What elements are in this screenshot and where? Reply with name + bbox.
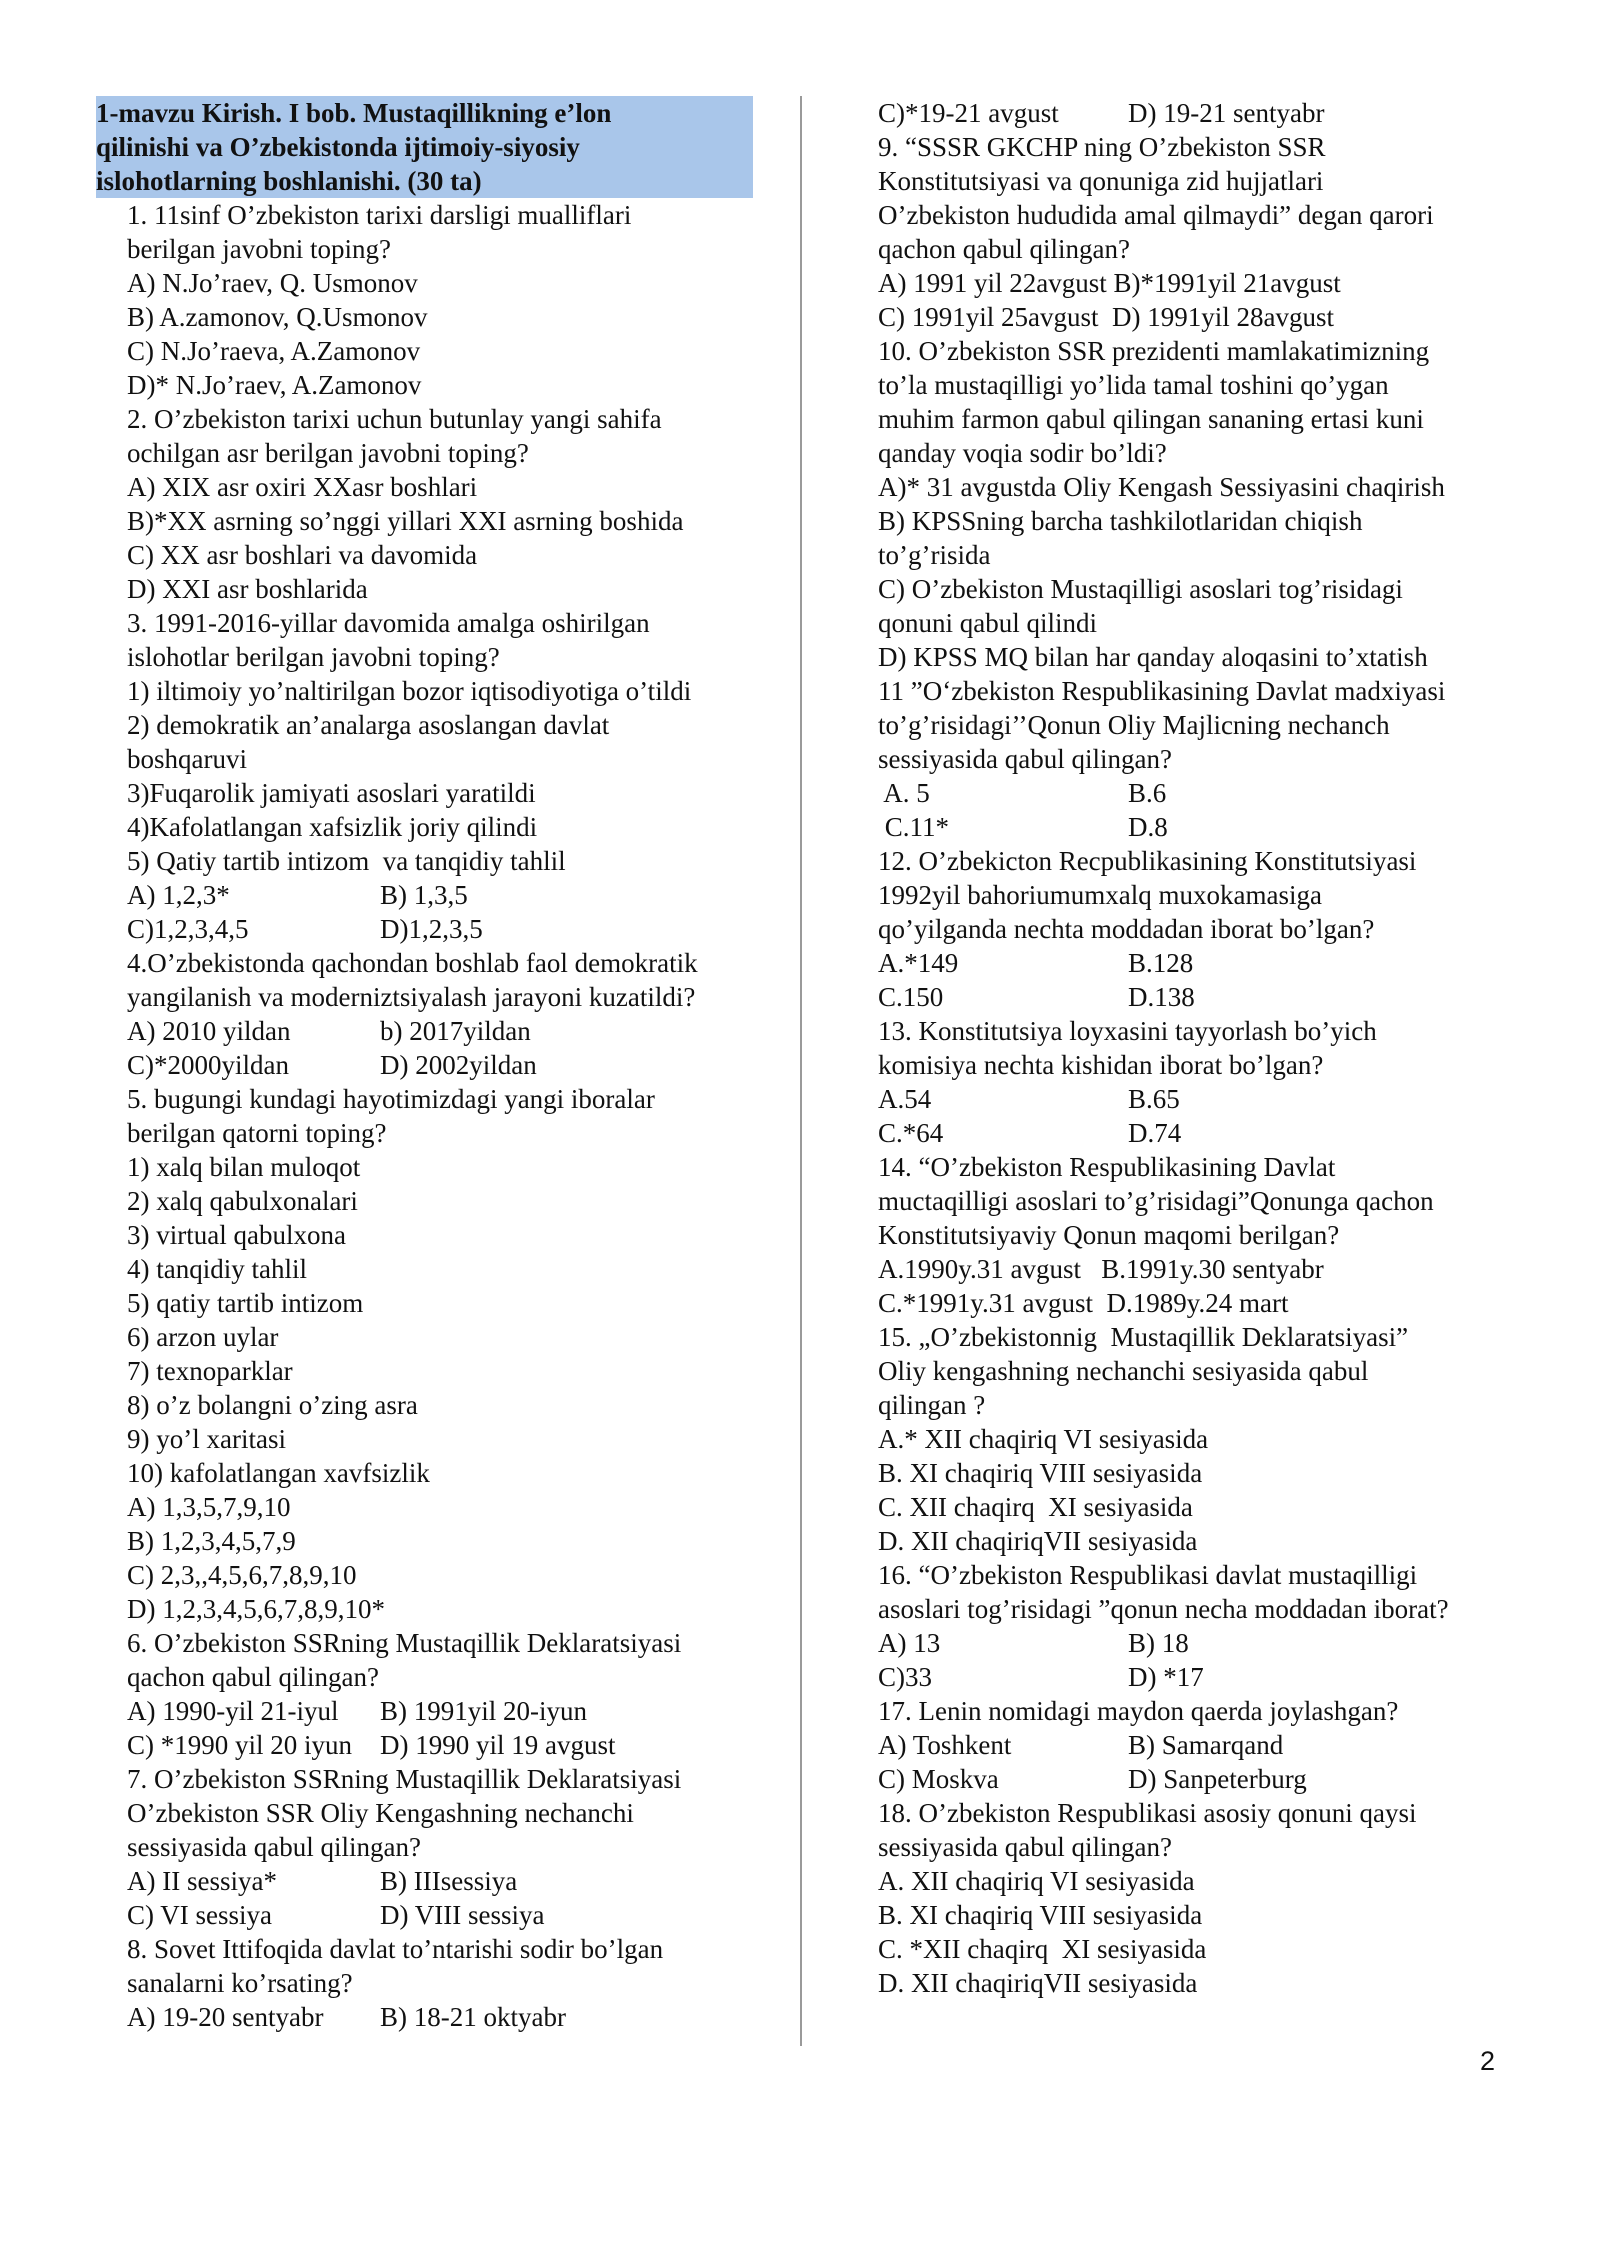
answer-options-row [878, 1082, 1518, 1116]
question-line: 5) qatiy tartib intizom [127, 1288, 364, 1318]
answer-options-row [878, 1762, 1518, 1796]
answer-options-row [878, 776, 1518, 810]
question-line: 17. Lenin nomidagi maydon qaerda joylashgan? [878, 1696, 1399, 1726]
question-line: B)*XX asrning so’nggi yillari XXI asrning boshida [127, 506, 684, 536]
question-line: 1. 11sinf O’zbekiston tarixi darsligi mualliflari [127, 200, 632, 230]
answer-option: D.8 [1128, 812, 1168, 842]
column-divider [800, 96, 802, 2046]
answer-options-row [878, 1116, 1518, 1150]
answer-option: C.150 [878, 982, 944, 1012]
answer-options-row [127, 878, 757, 912]
answer-option: A) 2010 yildan [127, 1016, 291, 1046]
question-line: Konstitutsiyaviy Qonun maqomi berilgan? [878, 1220, 1340, 1250]
question-line: C.*1991y.31 avgust D.1989y.24 mart [878, 1288, 1289, 1318]
question-line: muhim farmon qabul qilingan sananing ertasi kuni [878, 404, 1424, 434]
answer-option: C.*64 [878, 1118, 944, 1148]
question-line: 6. O’zbekiston SSRning Mustaqillik Deklaratsiyasi [127, 1628, 682, 1658]
answer-option: A) 19-20 sentyabr [127, 2002, 324, 2032]
question-line: 15. „O’zbekistonnig Mustaqillik Deklaratsiyasi” [878, 1322, 1409, 1352]
answer-option: C)1,2,3,4,5 [127, 914, 249, 944]
question-line: 4)Kafolatlangan xafsizlik joriy qilindi [127, 812, 538, 842]
page-number: 2 [1480, 2046, 1496, 2076]
question-line: 9) yo’l xaritasi [127, 1424, 286, 1454]
answer-option: D.74 [1128, 1118, 1182, 1148]
question-line: 14. “O’zbekiston Respublikasining Davlat [878, 1152, 1336, 1182]
question-line: 3) virtual qabulxona [127, 1220, 346, 1250]
question-line: D. XII chaqiriqVII sesiyasida [878, 1968, 1198, 1998]
question-line: 10. O’zbekiston SSR prezidenti mamlakatimizning [878, 336, 1430, 366]
answer-option: C) Moskva [878, 1764, 999, 1794]
question-line: C. XII chaqirq XI sesiyasida [878, 1492, 1193, 1522]
answer-option: B) Samarqand [1128, 1730, 1284, 1760]
heading-line: 1-mavzu Kirish. I bob. Mustaqillikning e’lon [96, 98, 612, 128]
answer-options-row [878, 1626, 1518, 1660]
question-line: to’g’risidagi’’Qonun Oliy Majlicning nechanch [878, 710, 1390, 740]
question-line: 5) Qatiy tartib intizom va tanqidiy tahlil [127, 846, 566, 876]
answer-option: D) *17 [1128, 1662, 1204, 1692]
question-line: to’la mustaqilligi yo’lida tamal toshini qo’ygan [878, 370, 1389, 400]
answer-option: A) II sessiya* [127, 1866, 277, 1896]
answer-options-row [878, 810, 1518, 844]
question-line: D. XII chaqiriqVII sesiyasida [878, 1526, 1198, 1556]
answer-option: C)33 [878, 1662, 932, 1692]
answer-option: B) 18-21 oktyabr [380, 2002, 566, 2032]
question-line: 2) demokratik an’analarga asoslangan davlat [127, 710, 610, 740]
question-line: 7. O’zbekiston SSRning Mustaqillik Deklaratsiyasi [127, 1764, 682, 1794]
answer-options-row [127, 2000, 757, 2034]
answer-options-row [127, 912, 757, 946]
question-line: B. XI chaqiriq VIII sesiyasida [878, 1900, 1203, 1930]
question-line: 10) kafolatlangan xavfsizlik [127, 1458, 430, 1488]
question-line: 6) arzon uylar [127, 1322, 279, 1352]
answer-option: C)*2000yildan [127, 1050, 289, 1080]
question-line: 18. O’zbekiston Respublikasi asosiy qonuni qaysi [878, 1798, 1417, 1828]
question-line: qachon qabul qilingan? [878, 234, 1130, 264]
question-line: muctaqilligi asoslari to’g’risidagi”Qonunga qachon [878, 1186, 1434, 1216]
question-line: berilgan qatorni toping? [127, 1118, 387, 1148]
answer-option: D) 2002yildan [380, 1050, 537, 1080]
question-line: D)* N.Jo’raev, A.Zamonov [127, 370, 422, 400]
question-line: A)* 31 avgustda Oliy Kengash Sessiyasini chaqirish [878, 472, 1445, 502]
answer-options-row [127, 1898, 757, 1932]
question-line: ochilgan asr berilgan javobni toping? [127, 438, 529, 468]
question-line: D) KPSS MQ bilan har qanday aloqasini to’xtatish [878, 642, 1428, 672]
question-line: O’zbekiston SSR Oliy Kengashning nechanchi [127, 1798, 634, 1828]
question-line: islohotlar berilgan javobni toping? [127, 642, 500, 672]
question-line: 8. Sovet Ittifoqida davlat to’ntarishi sodir bo’lgan [127, 1934, 664, 1964]
answer-option: A) 13 [878, 1628, 941, 1658]
answer-option: C.11* [878, 812, 950, 842]
answer-option: D) 1990 yil 19 avgust [380, 1730, 616, 1760]
question-line: A.1990y.31 avgust B.1991y.30 sentyabr [878, 1254, 1324, 1284]
question-line: yangilanish va moderniztsiyalash jarayoni kuzatildi? [127, 982, 696, 1012]
question-line: A) 1991 yil 22avgust B)*1991yil 21avgust [878, 268, 1341, 298]
question-line: A) N.Jo’raev, Q. Usmonov [127, 268, 418, 298]
answer-option: D) VIII sessiya [380, 1900, 545, 1930]
answer-option: A) Toshkent [878, 1730, 1012, 1760]
answer-option: A. 5 [878, 778, 930, 808]
question-line: D) XXI asr boshlarida [127, 574, 368, 604]
answer-option: C) VI sessiya [127, 1900, 272, 1930]
question-line: C) 1991yil 25avgust D) 1991yil 28avgust [878, 302, 1334, 332]
answer-option: b) 2017yildan [380, 1016, 531, 1046]
question-line: 7) texnoparklar [127, 1356, 293, 1386]
question-line: 3)Fuqarolik jamiyati asoslari yaratildi [127, 778, 536, 808]
answer-option: B.6 [1128, 778, 1167, 808]
answer-options-row [127, 1694, 757, 1728]
question-line: Konstitutsiyasi va qonuniga zid hujjatlari [878, 166, 1324, 196]
question-line: 11 ”O‘zbekiston Respublikasining Davlat madxiyasi [878, 676, 1446, 706]
question-line: asoslari tog’risidagi ”qonun necha moddadan iborat? [878, 1594, 1449, 1624]
answer-option: C)*19-21 avgust [878, 98, 1059, 128]
answer-option: D)1,2,3,5 [380, 914, 483, 944]
answer-options-row [878, 1660, 1518, 1694]
question-line: 1992yil bahoriumumxalq muxokamasiga [878, 880, 1322, 910]
answer-options-row [127, 1864, 757, 1898]
question-line: 4) tanqidiy tahlil [127, 1254, 307, 1284]
question-line: 3. 1991-2016-yillar davomida amalga oshirilgan [127, 608, 650, 638]
question-line: qanday voqia sodir bo’ldi? [878, 438, 1167, 468]
question-line: 13. Konstitutsiya loyxasini tayyorlash bo’yich [878, 1016, 1377, 1046]
question-line: 8) o’z bolangni o’zing asra [127, 1390, 418, 1420]
question-line: C) 2,3,,4,5,6,7,8,9,10 [127, 1560, 357, 1590]
question-line: to’g’risida [878, 540, 991, 570]
heading-line: islohotlarning boshlanishi. (30 ta) [96, 166, 482, 196]
question-line: 2. O’zbekiston tarixi uchun butunlay yangi sahifa [127, 404, 662, 434]
question-line: 9. “SSSR GKCHP ning O’zbekiston SSR [878, 132, 1326, 162]
right-column [878, 96, 1518, 2000]
question-line: C) N.Jo’raeva, A.Zamonov [127, 336, 421, 366]
heading-line: qilinishi va O’zbekistonda ijtimoiy-siyosiy [96, 132, 580, 162]
question-line: sessiyasida qabul qilingan? [878, 1832, 1172, 1862]
question-line: 16. “O’zbekiston Respublikasi davlat mustaqilligi [878, 1560, 1418, 1590]
question-line: Oliy kengashning nechanchi sesiyasida qabul [878, 1356, 1369, 1386]
question-line: C) XX asr boshlari va davomida [127, 540, 478, 570]
question-line: boshqaruvi [127, 744, 247, 774]
answer-option: D) 19-21 sentyabr [1128, 98, 1325, 128]
question-line: B) 1,2,3,4,5,7,9 [127, 1526, 296, 1556]
question-line: A) 1,3,5,7,9,10 [127, 1492, 291, 1522]
question-line: sessiyasida qabul qilingan? [878, 744, 1172, 774]
question-line: O’zbekiston hududida amal qilmaydi” degan qarori [878, 200, 1434, 230]
answer-option: A) 1990-yil 21-iyul [127, 1696, 339, 1726]
question-line: qo’yilganda nechta moddadan iborat bo’lgan? [878, 914, 1375, 944]
question-line: 2) xalq qabulxonalari [127, 1186, 358, 1216]
answer-option: B.128 [1128, 948, 1194, 978]
answer-option: B.65 [1128, 1084, 1180, 1114]
answer-option: D) Sanpeterburg [1128, 1764, 1307, 1794]
question-line: 12. O’zbekicton Recpublikasining Konstitutsiyasi [878, 846, 1417, 876]
answer-options-row [878, 96, 1518, 130]
question-line: qachon qabul qilingan? [127, 1662, 379, 1692]
answer-options-row [127, 1014, 757, 1048]
answer-option: B) 1991yil 20-iyun [380, 1696, 587, 1726]
answer-option: B) 1,3,5 [380, 880, 468, 910]
answer-option: C) *1990 yil 20 iyun [127, 1730, 353, 1760]
question-line: qilingan ? [878, 1390, 986, 1420]
question-line: 1) iltimoiy yo’naltirilgan bozor iqtisodiyotiga o’tildi [127, 676, 692, 706]
question-line: B) KPSSning barcha tashkilotlaridan chiqish [878, 506, 1363, 536]
answer-options-row [878, 980, 1518, 1014]
question-line: sanalarni ko’rsating? [127, 1968, 353, 1998]
question-line: sessiyasida qabul qilingan? [127, 1832, 421, 1862]
question-line: 1) xalq bilan muloqot [127, 1152, 361, 1182]
answer-option: D.138 [1128, 982, 1195, 1012]
question-line: 5. bugungi kundagi hayotimizdagi yangi iboralar [127, 1084, 655, 1114]
answer-option: A.54 [878, 1084, 932, 1114]
answer-option: B) IIIsessiya [380, 1866, 518, 1896]
question-line: B. XI chaqiriq VIII sesiyasida [878, 1458, 1203, 1488]
answer-options-row [878, 1728, 1518, 1762]
question-line: 4.O’zbekistonda qachondan boshlab faol demokratik [127, 948, 698, 978]
question-line: berilgan javobni toping? [127, 234, 391, 264]
question-line: A. XII chaqiriq VI sesiyasida [878, 1866, 1195, 1896]
question-line: C. *XII chaqirq XI sesiyasida [878, 1934, 1207, 1964]
question-line: C) O’zbekiston Mustaqilligi asoslari tog’risidagi [878, 574, 1403, 604]
question-line: A.* XII chaqiriq VI sesiyasida [878, 1424, 1209, 1454]
answer-options-row [127, 1728, 757, 1762]
answer-options-row [127, 1048, 757, 1082]
question-line: qonuni qabul qilindi [878, 608, 1097, 638]
question-line: B) A.zamonov, Q.Usmonov [127, 302, 428, 332]
left-column [127, 96, 757, 2034]
question-line: komisiya nechta kishidan iborat bo’lgan? [878, 1050, 1324, 1080]
question-line: A) XIX asr oxiri XXasr boshlari [127, 472, 478, 502]
answer-option: A.*149 [878, 948, 959, 978]
answer-option: B) 18 [1128, 1628, 1189, 1658]
answer-options-row [878, 946, 1518, 980]
question-line: D) 1,2,3,4,5,6,7,8,9,10* [127, 1594, 385, 1624]
answer-option: A) 1,2,3* [127, 880, 230, 910]
